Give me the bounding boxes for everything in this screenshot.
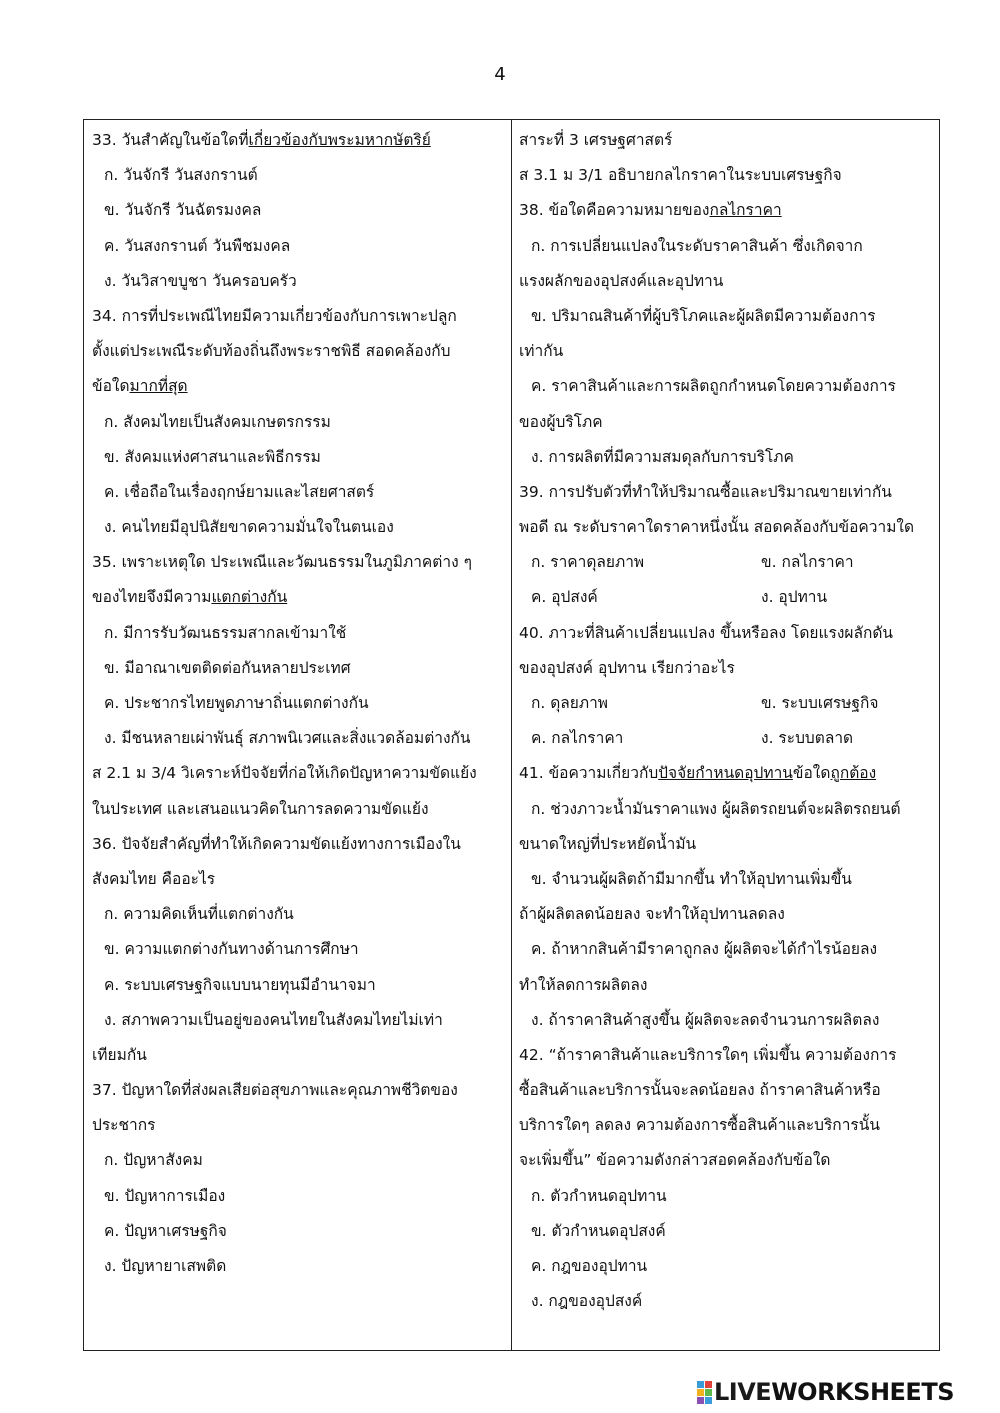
option[interactable]: ข. วันจักรี วันฉัตรมงคล <box>104 201 262 220</box>
question-text: ตั้งแต่ประเพณีระดับท้องถิ่นถึงพระราชพิธี สอดคล้องกับ <box>92 342 451 361</box>
question-35: 35. เพราะเหตุใด ประเพณีและวัฒนธรรมในภูมิภาคต่าง ๆ <box>92 553 472 572</box>
option-continued: ทำให้ลดการผลิตลง <box>519 975 648 994</box>
question-text: สังคมไทย คืออะไร <box>92 869 216 888</box>
question-41: 41. ข้อความเกี่ยวกับปัจจัยกำหนดอุปทานข้อใดถูกต้อง <box>519 764 877 783</box>
option[interactable]: ก. วันจักรี วันสงกรานต์ <box>104 166 258 185</box>
option[interactable]: ง. การผลิตที่มีความสมดุลกับการบริโภค <box>531 447 794 466</box>
option-pair <box>519 721 933 756</box>
option[interactable]: ค. อุปสงค์ <box>531 588 598 607</box>
option[interactable]: ข. สังคมแห่งศาสนาและพิธีกรรม <box>104 447 321 466</box>
option[interactable]: ก. ปัญหาสังคม <box>104 1151 203 1170</box>
option[interactable]: ก. ราคาดุลยภาพ <box>531 553 645 572</box>
option[interactable]: ค. ถ้าหากสินค้ามีราคาถูกลง ผู้ผลิตจะได้กำไรน้อยลง <box>531 940 878 959</box>
option[interactable]: ก. ช่วงภาวะน้ำมันราคาแพง ผู้ผลิตรถยนต์จะผลิตรถยนต์ <box>531 799 901 818</box>
liveworksheets-logo-icon <box>697 1381 712 1404</box>
option[interactable]: ข. ตัวกำหนดอุปสงค์ <box>531 1221 666 1240</box>
option[interactable]: ง. ปัญหายาเสพติด <box>104 1257 227 1275</box>
option[interactable]: ค. ประชากรไทยพูดภาษาถิ่นแตกต่างกัน <box>104 694 369 712</box>
option[interactable]: ข. ปริมาณสินค้าที่ผู้บริโภคและผู้ผลิตมีความต้องการ <box>531 306 876 325</box>
column-divider <box>511 120 512 1350</box>
option[interactable]: ก. การเปลี่ยนแปลงในระดับราคาสินค้า ซึ่งเกิดจาก <box>531 236 863 255</box>
question-38: 38. ข้อใดคือความหมายของกลไกราคา <box>519 201 782 220</box>
option[interactable]: ค. ปัญหาเศรษฐกิจ <box>104 1221 227 1240</box>
option[interactable]: ค. วันสงกรานต์ วันพืชมงคล <box>104 236 291 255</box>
option[interactable]: ค. ราคาสินค้าและการผลิตถูกกำหนดโดยความต้องการ <box>531 377 896 396</box>
option[interactable]: ค. เชื่อถือในเรื่องฤกษ์ยามและไสยศาสตร์ <box>104 482 375 501</box>
option[interactable]: ก. สังคมไทยเป็นสังคมเกษตรกรรม <box>104 412 331 431</box>
question-37: 37. ปัญหาใดที่ส่งผลเสียต่อสุขภาพและคุณภาพชีวิตของ <box>92 1081 458 1100</box>
option[interactable]: ง. วันวิสาขบูชา วันครอบครัว <box>104 271 297 290</box>
page-number: 4 <box>494 64 506 85</box>
option[interactable]: ก. มีการรับวัฒนธรรมสากลเข้ามาใช้ <box>104 623 347 642</box>
option-continued: เทียมกัน <box>92 1045 147 1064</box>
option[interactable]: ง. อุปทาน <box>761 588 828 607</box>
standard-text: ในประเทศ และเสนอแนวคิดในการลดความขัดแย้ง <box>92 799 429 818</box>
option[interactable]: ง. มีชนหลายเผ่าพันธุ์ สภาพนิเวศและสิ่งแวดล้อมต่างกัน <box>104 729 471 748</box>
question-42: 42. “ถ้าราคาสินค้าและบริการใดๆ เพิ่มขึ้น ความต้องการ <box>519 1045 897 1064</box>
left-column <box>92 123 504 1284</box>
option-pair <box>519 580 933 615</box>
option[interactable]: ข. ความแตกต่างกันทางด้านการศึกษา <box>104 940 359 959</box>
question-text: จะเพิ่มขึ้น” ข้อความดังกล่าวสอดคล้องกับข้อใด <box>519 1151 831 1170</box>
right-column <box>519 123 933 1319</box>
option-continued: เท่ากัน <box>519 342 564 361</box>
option-continued: ขนาดใหญ่ที่ประหยัดน้ำมัน <box>519 834 697 853</box>
option[interactable]: ข. จำนวนผู้ผลิตถ้ามีมากขึ้น ทำให้อุปทานเพิ่มขึ้น <box>531 869 852 888</box>
question-text: ของไทยจึงมีความแตกต่างกัน <box>92 588 288 607</box>
option-pair <box>519 545 933 580</box>
option[interactable]: ข. ปัญหาการเมือง <box>104 1186 226 1205</box>
option[interactable]: ข. กลไกราคา <box>761 553 854 572</box>
question-text: ซื้อสินค้าและบริการนั้นจะลดน้อยลง ถ้าราคาสินค้าหรือ <box>519 1081 881 1100</box>
question-text: ประชากร <box>92 1116 156 1135</box>
option[interactable]: ง. ถ้าราคาสินค้าสูงขึ้น ผู้ผลิตจะลดจำนวนการผลิตลง <box>531 1010 880 1029</box>
question-33: 33. วันสำคัญในข้อใดที่เกี่ยวข้องกับพระมหากษัตริย์ <box>92 131 431 149</box>
option-pair <box>519 686 933 721</box>
question-text: บริการใดๆ ลดลง ความต้องการซื้อสินค้าและบริการนั้น <box>519 1116 880 1135</box>
question-34: 34. การที่ประเพณีไทยมีความเกี่ยวข้องกับการเพาะปลูก <box>92 306 457 325</box>
option[interactable]: ข. มีอาณาเขตติดต่อกันหลายประเทศ <box>104 658 351 677</box>
standard-text: ส 3.1 ม 3/1 อธิบายกลไกราคาในระบบเศรษฐกิจ <box>519 166 842 185</box>
option[interactable]: ง. คนไทยมีอุปนิสัยขาดความมั่นใจในตนเอง <box>104 518 394 537</box>
option[interactable]: ค. ระบบเศรษฐกิจแบบนายทุนมีอำนาจมา <box>104 975 376 994</box>
question-40: 40. ภาวะที่สินค้าเปลี่ยนแปลง ขึ้นหรือลง โดยแรงผลักดัน <box>519 623 894 642</box>
liveworksheets-logo-text: LIVEWORKSHEETS <box>714 1378 954 1406</box>
option-continued: ถ้าผู้ผลิตลดน้อยลง จะทำให้อุปทานลดลง <box>519 905 785 924</box>
question-text: ข้อใดมากที่สุด <box>92 377 188 396</box>
two-column-table <box>83 119 940 1351</box>
option[interactable]: ง. ระบบตลาด <box>761 729 854 748</box>
question-36: 36. ปัจจัยสำคัญที่ทำให้เกิดความขัดแย้งทางการเมืองใน <box>92 834 461 853</box>
option[interactable]: ก. ความคิดเห็นที่แตกต่างกัน <box>104 905 294 924</box>
option[interactable]: ก. ดุลยภาพ <box>531 694 609 712</box>
option[interactable]: ข. ระบบเศรษฐกิจ <box>761 694 879 712</box>
option[interactable]: ง. สภาพความเป็นอยู่ของคนไทยในสังคมไทยไม่เท่า <box>104 1010 443 1029</box>
question-text: ของอุปสงค์ อุปทาน เรียกว่าอะไร <box>519 658 735 677</box>
option-continued: ของผู้บริโภค <box>519 412 603 431</box>
question-39: 39. การปรับตัวที่ทำให้ปริมาณซื้อและปริมาณขายเท่ากัน <box>519 482 892 501</box>
strand-heading: สาระที่ 3 เศรษฐศาสตร์ <box>519 131 673 149</box>
option-continued: แรงผลักของอุปสงค์และอุปทาน <box>519 271 724 290</box>
question-text: พอดี ณ ระดับราคาใดราคาหนึ่งนั้น สอดคล้องกับข้อความใด <box>519 518 915 537</box>
option[interactable]: ก. ตัวกำหนดอุปทาน <box>531 1186 667 1205</box>
option[interactable]: ง. กฎของอุปสงค์ <box>531 1292 643 1311</box>
option[interactable]: ค. กฎของอุปทาน <box>531 1257 648 1275</box>
standard-text: ส 2.1 ม 3/4 วิเคราะห์ปัจจัยที่ก่อให้เกิดปัญหาความขัดแย้ง <box>92 764 477 783</box>
liveworksheets-logo <box>697 1377 954 1407</box>
option[interactable]: ค. กลไกราคา <box>531 729 624 748</box>
